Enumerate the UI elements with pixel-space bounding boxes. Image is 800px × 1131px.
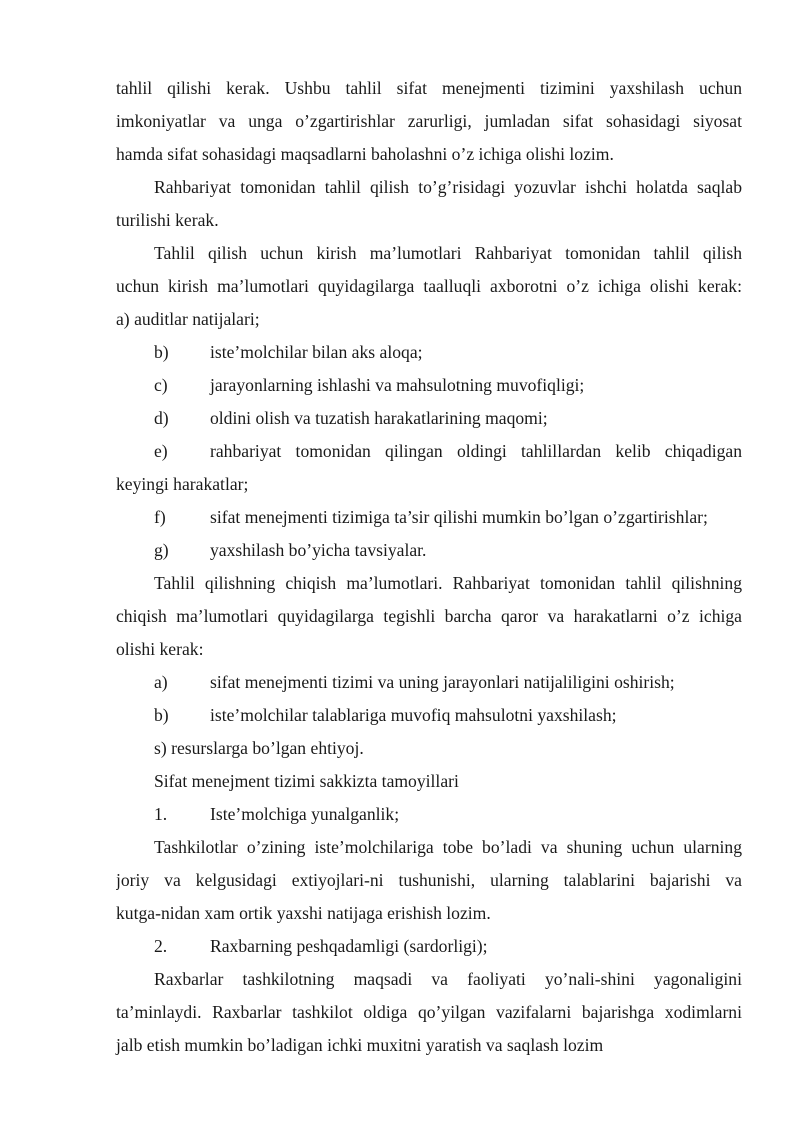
list-item xyxy=(116,402,742,435)
body-text-line: olishi kerak: xyxy=(116,639,204,659)
list-item xyxy=(116,666,742,699)
list-item xyxy=(116,369,742,402)
list-item-text: iste’molchilar bilan aks aloqa; xyxy=(210,342,423,362)
principle-title: Raxbarning peshqadamligi (sardorligi); xyxy=(210,936,488,956)
body-text-line: a) auditlar natijalari; xyxy=(116,309,260,329)
body-text-line: Tahlil qilish uchun kirish ma’lumotlari Rahbariyat tomonidan tahlil qilish xyxy=(154,243,742,263)
body-text-line: uchun kirish ma’lumotlari quyidagilarga taalluqli axborotni o’z ichiga olishi kerak: xyxy=(116,276,742,296)
list-item-text: oldini olish va tuzatish harakatlarining maqomi; xyxy=(210,408,548,428)
section-heading: Sifat menejment tizimi sakkizta tamoyillari xyxy=(154,771,459,791)
list-marker: a) xyxy=(154,672,168,692)
principle-item xyxy=(116,798,742,831)
list-item xyxy=(116,435,742,468)
list-item-text: iste’molchilar talablariga muvofiq mahsulotni yaxshilash; xyxy=(210,705,617,725)
body-text-line: Rahbariyat tomonidan tahlil qilish to’g’risidagi yozuvlar ishchi holatda saqlab xyxy=(154,177,742,197)
list-marker: c) xyxy=(154,375,168,395)
body-text-line: tahlil qilishi kerak. Ushbu tahlil sifat menejmenti tizimini yaxshilash uchun xyxy=(116,78,742,98)
body-text-line: Tashkilotlar o’zining iste’molchilariga tobe bo’ladi va shuning uchun ularning xyxy=(154,837,742,857)
body-text-line: chiqish ma’lumotlari quyidagilarga tegishli barcha qaror va harakatlarni o’z ichiga xyxy=(116,606,742,626)
body-text-line: joriy va kelgusidagi extiyojlari-ni tushunishi, ularning talablarini bajarishi va xyxy=(116,870,742,890)
principle-title: Iste’molchiga yunalganlik; xyxy=(210,804,400,824)
body-text-line: kutga-nidan xam ortik yaxshi natijaga erishish lozim. xyxy=(116,903,491,923)
list-item-resources: s) resurslarga bo’lgan ehtiyoj. xyxy=(154,738,364,758)
list-item-text: rahbariyat tomonidan qilingan oldingi tahlillardan kelib chiqadigan xyxy=(210,441,742,461)
list-item-continuation: keyingi harakatlar; xyxy=(116,474,249,494)
list-marker: g) xyxy=(154,540,169,560)
body-text-line: Raxbarlar tashkilotning maqsadi va faoliyati yo’nali-shini yagonaligini xyxy=(154,969,742,989)
body-text-line: turilishi kerak. xyxy=(116,210,219,230)
list-item-text: yaxshilash bo’yicha tavsiyalar. xyxy=(210,540,427,560)
list-marker: e) xyxy=(154,441,168,461)
list-item-text: sifat menejmenti tizimiga ta’sir qilishi mumkin bo’lgan o’zgartirishlar; xyxy=(210,507,708,527)
list-item-text: jarayonlarning ishlashi va mahsulotning muvofiqligi; xyxy=(210,375,585,395)
document-page xyxy=(116,72,742,1062)
list-marker: d) xyxy=(154,408,169,428)
list-marker: b) xyxy=(154,705,169,725)
body-text-line: ta’minlaydi. Raxbarlar tashkilot oldiga qo’yilgan vazifalarni bajarishga xodimlarni xyxy=(116,1002,742,1022)
list-item-text: sifat menejmenti tizimi va uning jarayonlari natijaliligini oshirish; xyxy=(210,672,675,692)
principle-item xyxy=(116,930,742,963)
list-marker: 2. xyxy=(154,936,168,956)
body-text-line: hamda sifat sohasidagi maqsadlarni baholashni o’z ichiga olishi lozim. xyxy=(116,144,614,164)
body-text-line: jalb etish mumkin bo’ladigan ichki muxitni yaratish va saqlash lozim xyxy=(116,1035,604,1055)
list-marker: f) xyxy=(154,507,166,527)
body-text-line: imkoniyatlar va unga o’zgartirishlar zarurligi, jumladan sifat sohasidagi siyosat xyxy=(116,111,742,131)
list-marker: b) xyxy=(154,342,169,362)
list-item xyxy=(116,336,742,369)
body-text-line: Tahlil qilishning chiqish ma’lumotlari. Rahbariyat tomonidan tahlil qilishning xyxy=(154,573,742,593)
list-marker: 1. xyxy=(154,804,168,824)
list-item xyxy=(116,699,742,732)
list-item xyxy=(116,534,742,567)
list-item xyxy=(116,501,742,534)
